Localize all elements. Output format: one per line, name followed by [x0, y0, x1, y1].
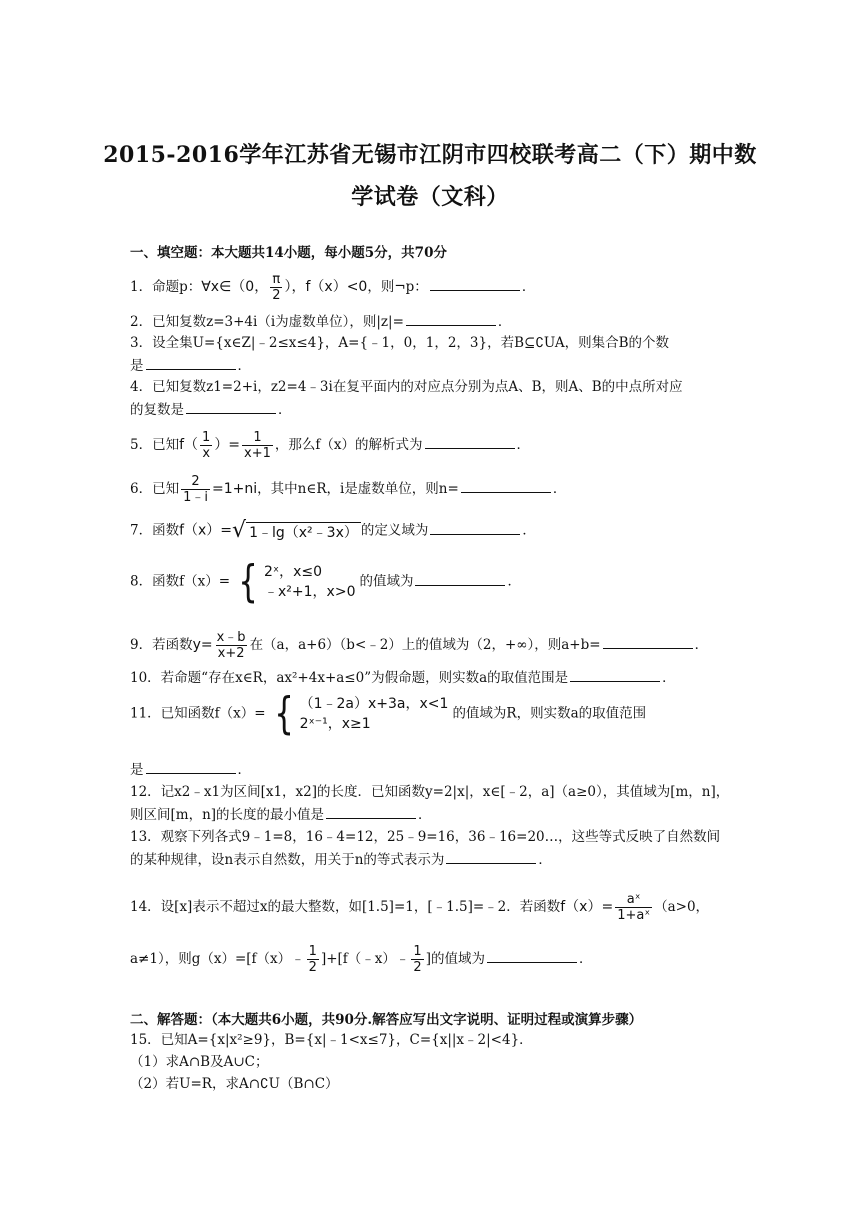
q1-formula-b: ），f（x）<0: [284, 279, 368, 295]
q3-line2: 是: [130, 358, 144, 374]
q11-row-1: （1﹣2a）x+3a，x<1: [299, 696, 449, 712]
q5-prefix: 5．已知: [130, 437, 180, 453]
q1-fraction: [270, 272, 282, 303]
q14-formula: f（x）=: [560, 899, 614, 915]
q14-half-a: [307, 944, 319, 975]
q4-end: ．: [278, 402, 292, 418]
q9-frac-num: x﹣b: [216, 630, 246, 645]
q5-frac-b-den: x+1: [244, 446, 271, 461]
title-line-1: 2015-2016学年江苏省无锡市江阴市四校联考高二（下）期中数: [103, 142, 757, 168]
brace-icon: {: [238, 556, 258, 607]
q8-piecewise: [234, 556, 356, 607]
q7-end: ．: [522, 522, 536, 539]
q5-fraction-b: [242, 430, 273, 461]
q5-formula-a: f（: [179, 437, 199, 453]
question-5: [130, 430, 530, 461]
question-12: 12．记x2﹣x1为区间[x1，x2]的长度．已知函数y=2|x|，x∈[﹣2，a]（a≥0），其值域为[m，n]，: [130, 784, 730, 800]
answer-blank[interactable]: [406, 312, 496, 326]
q9-suffix: 在（a，a+6）（b<﹣2）上的值域为（2，+∞），则a+b=: [249, 637, 601, 653]
question-15: 15．已知A={x|x²≥9}，B={x|﹣1<x≤7}，C={x||x﹣2|<4}．: [130, 1032, 533, 1048]
q11-line2: 是: [130, 762, 144, 778]
question-1: [130, 272, 535, 303]
q14-half-b-num: 1: [413, 944, 422, 959]
question-11-cont: [130, 760, 251, 779]
q14-fraction: [615, 892, 652, 923]
q9-end: ．: [694, 637, 709, 653]
q11-piecewise: [270, 688, 449, 739]
question-11: [130, 688, 647, 739]
q14-suffix: （a>0，: [654, 899, 710, 915]
q14-half-a-num: 1: [308, 944, 317, 959]
answer-blank[interactable]: [415, 572, 505, 586]
q14-half-a-den: 2: [308, 960, 317, 975]
question-10: [130, 668, 676, 687]
q14-line2-a: a≠1），则g（x）=[f（x）﹣: [130, 951, 305, 967]
section-2-heading: 二、解答题：（本大题共6小题，共90分.解答应写出文字说明、证明过程或演算步骤）: [130, 1012, 643, 1028]
q1-formula-a: ∀x∈（0，: [201, 279, 269, 295]
q11-end: ．: [237, 762, 251, 778]
q5-fraction-a: [200, 430, 212, 461]
answer-blank[interactable]: [146, 356, 236, 370]
question-14-cont: [130, 944, 592, 975]
q8-row-2: ﹣x²+1，x>0: [264, 584, 356, 600]
q14-frac-num: aˣ: [626, 892, 641, 907]
q11-suffix: 的值域为R，则实数a的取值范围: [452, 705, 647, 722]
q2-end: ．: [497, 314, 512, 330]
question-13-cont: [130, 850, 552, 869]
q6-frac-num: 2: [191, 474, 200, 489]
q7-suffix: 的定义域为: [360, 522, 429, 539]
question-4: 4．已知复数z1=2+i，z2=4﹣3i在复平面内的对应点分别为点A、B，则A、B的中点所对应: [130, 379, 683, 395]
q6-end: ．: [552, 481, 567, 497]
q8-row-1: 2ˣ，x≤0: [264, 564, 323, 580]
q7-prefix: 7．函数: [130, 522, 180, 539]
question-3-cont: [130, 356, 251, 375]
q13-end: ．: [538, 852, 552, 868]
q7-sqrt: [232, 520, 361, 542]
q8-end: ．: [507, 573, 521, 590]
q12-end: ．: [418, 807, 432, 823]
q14-line2-c: ]的值域为: [425, 951, 485, 967]
answer-blank[interactable]: [430, 521, 520, 535]
answer-blank[interactable]: [425, 435, 515, 449]
q5-formula-b: ）=: [214, 437, 241, 453]
q10-end: ．: [662, 670, 676, 686]
q6-prefix: 6．已知: [130, 481, 180, 497]
q8-suffix: 的值域为: [359, 573, 414, 590]
answer-blank[interactable]: [487, 949, 577, 963]
q9-prefix: 9．若函数: [130, 637, 193, 653]
question-13: 13．观察下列各式9﹣1=8，16﹣4=12，25﹣9=16，36﹣16=20…，这些等式反映了自然数间: [130, 829, 721, 845]
q5-end: ．: [516, 437, 531, 453]
question-4-cont: [130, 400, 292, 419]
q9-frac-den: x+2: [217, 646, 245, 661]
q14-half-b-den: 2: [413, 960, 422, 975]
q10-text: 10．若命题“存在x∈R，ax²+4x+a≤0”为假命题，则实数a的取值范围是: [130, 670, 569, 686]
question-15-part-1: （1）求A∩B及A∪C；: [130, 1054, 269, 1070]
q1-frac-num: π: [272, 272, 281, 287]
q5-frac-a-den: x: [202, 446, 211, 461]
question-15-part-2: （2）若U=R，求A∩∁U（B∩C）: [130, 1076, 339, 1092]
q11-row-2: 2ˣ⁻¹，x≥1: [299, 716, 371, 732]
q5-frac-b-num: 1: [253, 430, 262, 445]
answer-blank[interactable]: [326, 805, 416, 819]
answer-blank[interactable]: [570, 668, 660, 682]
q1-prefix: 1．命题p：: [130, 279, 202, 295]
q1-frac-den: 2: [272, 288, 281, 303]
q3-end: ．: [237, 358, 251, 374]
answer-blank[interactable]: [186, 400, 276, 414]
question-7: [130, 520, 536, 542]
q1-end: ．: [521, 279, 536, 295]
brace-icon: {: [273, 688, 294, 739]
question-3: 3．设全集U={x∈Z|﹣2≤x≤4}，A={﹣1，0，1，2，3}，若B⊆∁UA，则集合B的个数: [130, 335, 670, 351]
question-8: [130, 556, 521, 607]
answer-blank[interactable]: [446, 850, 536, 864]
answer-blank[interactable]: [461, 479, 551, 493]
question-12-cont: [130, 805, 432, 824]
q6-suffix: ，其中n∈R，i是虚数单位，则n=: [257, 481, 459, 497]
question-6: [130, 474, 566, 505]
q7-radicand: 1﹣lg（x²﹣3x）: [246, 522, 361, 542]
q2-text: 2．已知复数z=3+4i（i为虚数单位），则|z|=: [130, 314, 404, 330]
sqrt-symbol: √: [232, 518, 247, 543]
q4-line2: 的复数是: [130, 402, 184, 418]
q14-line2-b: ]+[f（﹣x）﹣: [320, 951, 410, 967]
q6-frac-den: 1﹣i: [183, 490, 208, 505]
q14-prefix: 14．设[x]表示不超过x的最大整数，如[1.5]=1，[﹣1.5]=﹣2．若函数: [130, 899, 561, 915]
q8-prefix: 8．函数f（x）=: [130, 573, 231, 590]
q14-end: ．: [578, 951, 593, 967]
q5-frac-a-num: 1: [202, 430, 211, 445]
q11-prefix: 11．已知函数f（x）=: [130, 705, 266, 722]
title-line-2: 学试卷（文科）: [351, 184, 509, 210]
q13-line2: 的某种规律，设n表示自然数，用关于n的等式表示为: [130, 852, 445, 868]
q6-formula: =1+ni: [211, 481, 258, 497]
answer-blank[interactable]: [603, 635, 693, 649]
q14-frac-den: 1+aˣ: [617, 908, 651, 923]
question-14: [130, 892, 709, 923]
q6-fraction: [181, 474, 210, 505]
q12-line2: 则区间[m，n]的长度的最小值是: [130, 807, 325, 823]
q14-half-b: [411, 944, 423, 975]
q5-suffix: ，那么f（x）的解析式为: [274, 437, 423, 453]
q9-y: y=: [192, 637, 213, 653]
answer-blank[interactable]: [430, 277, 520, 291]
section-1-heading: 一、填空题：本大题共14小题，每小题5分，共70分: [130, 245, 447, 261]
question-2: [130, 312, 511, 331]
q7-formula: f（x）=: [179, 522, 233, 539]
q1-suffix: ，则¬p：: [367, 279, 428, 295]
answer-blank[interactable]: [146, 760, 236, 774]
q9-fraction: [215, 630, 248, 661]
question-9: [130, 630, 708, 661]
